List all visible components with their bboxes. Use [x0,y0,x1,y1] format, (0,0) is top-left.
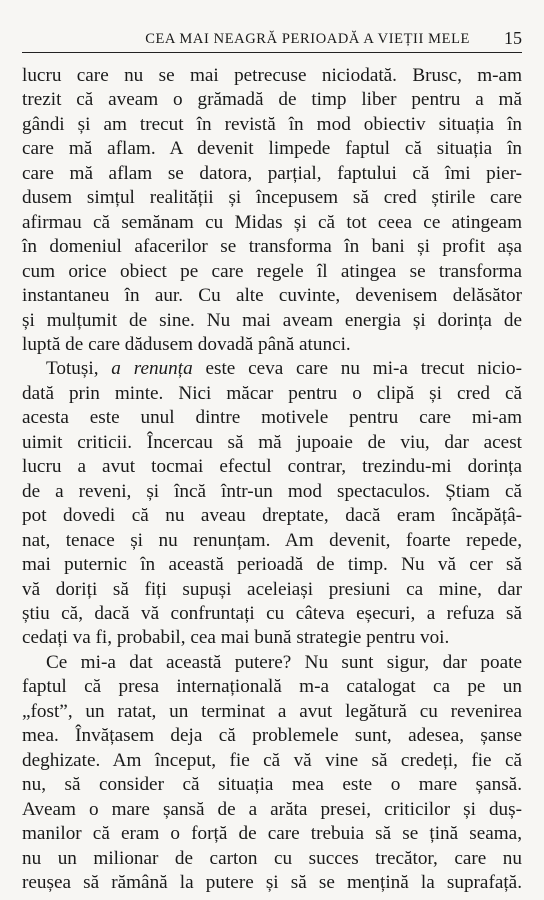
text-line [22,382,522,406]
text-segment: trezit că aveam o grămadă de timp liber pentru a mă [22,89,522,111]
text-segment: „fost”, un ratat, un terminat a avut legătură cu revenirea [22,700,522,722]
text-line [22,871,522,895]
text-line [22,284,522,308]
paragraph [22,64,522,357]
text-segment: afirmau că semănam cu Midas și că tot ceea ce atingeam [22,211,522,233]
text-line [22,309,522,333]
text-line [22,553,522,577]
text-line [22,64,522,88]
text-line [22,724,522,748]
paragraph [22,357,522,650]
text-line [22,88,522,112]
text-segment: dusem simțul realității și începusem să cred știrile care [22,187,522,209]
text-line [22,455,522,479]
page-header [22,22,522,53]
body-text [22,64,522,895]
text-segment: dată prin minte. Nici măcar pentru o clipă și cred că [22,382,522,404]
text-segment: lucru care nu se mai petrecuse niciodată. Brusc, m-am [22,65,522,86]
text-segment: uimit criticii. Încercau să mă jupoaie de viu, dar acest [22,431,522,453]
text-segment: Aveam o mare șansă de a arăta presei, criticilor și duș- [22,798,522,820]
text-segment: reușea să rămână la putere și să se mențină la suprafață. [22,871,522,893]
text-segment: manilor că eram o forță de care trebuia să se țină seama, [22,823,522,845]
text-segment: pot dovedi că nu aveau dreptate, dacă eram încăpățâ- [22,505,522,527]
text-line [22,406,522,430]
text-segment: cedați va fi, probabil, cea mai bună strategie pentru voi. [22,627,450,649]
running-title: CEA MAI NEAGRĂ PERIOADĂ A VIEȚII MELE [145,31,470,47]
text-segment: nu un milionar de carton cu succes trecător, care nu [22,847,522,869]
text-line [22,626,522,650]
text-segment: știu că, dacă vă confruntați cu câteva eșecuri, a refuza să [22,602,522,624]
text-line [22,847,522,871]
text-segment: care mă aflam. A devenit limpede faptul că situația în [22,138,522,160]
text-segment: mea. Învățasem deja că problemele sunt, adesea, șanse [22,725,522,747]
page-number: 15 [504,28,522,48]
text-segment: deghizate. Am început, fie că vă vine să credeți, fie că [22,749,522,771]
text-line [22,113,522,137]
text-segment: nu, să consider că situația mea este o mare șansă. [22,774,522,796]
text-line [22,186,522,210]
text-segment: gândi și am trecut în revistă în mod obiectiv situația în [22,113,522,135]
paragraph [22,651,522,896]
text-segment: și mulțumit de sine. Nu mai aveam energia și dorința de [22,309,522,331]
text-line [22,333,522,357]
text-line [22,651,522,675]
text-segment: care mă aflam se datora, parțial, faptului că îmi pier- [22,162,522,184]
text-line [22,749,522,773]
text-segment: instantaneu în aur. Cu alte cuvinte, devenisem delăsător [22,285,522,307]
text-segment: Ce mi-a dat această putere? Nu sunt sigur, dar poate [46,651,522,673]
text-line [22,235,522,259]
text-segment: Totuși, [46,358,112,380]
text-segment: vă doriți să fiți supuși aceleiași presiuni ca mine, dar [22,578,522,600]
text-line [22,480,522,504]
text-segment: mai puternic în această perioadă de timp. Nu vă cer să [22,554,522,576]
text-line [22,504,522,528]
text-line [22,260,522,284]
text-segment: este ceva care nu mi-a trecut nicio- [192,358,522,380]
text-line [22,357,522,381]
text-line [22,578,522,602]
text-segment: cum orice obiect pe care regele îl atingea se transforma [22,260,522,282]
text-line [22,162,522,186]
text-line [22,773,522,797]
text-segment: în domeniul afacerilor se transforma în bani și profit așa [22,236,522,258]
text-line [22,822,522,846]
text-line [22,431,522,455]
text-segment: de a reveni, și încă într-un mod spectaculos. Știam că [22,480,522,502]
text-line [22,798,522,822]
text-line [22,700,522,724]
text-segment: faptul că presa internațională m-a catalogat ca pe un [22,676,522,698]
text-line [22,529,522,553]
text-segment: luptă de care dădusem dovadă până atunci. [22,333,351,355]
text-segment: lucru a avut tocmai efectul contrar, trezindu-mi dorința [22,456,522,478]
text-line [22,137,522,161]
italic-phrase: a renunța [111,358,193,380]
text-line [22,211,522,235]
text-segment: nat, tenace și nu renunțam. Am devenit, foarte repede, [22,529,522,551]
text-line [22,602,522,626]
text-line [22,675,522,699]
text-segment: acesta este unul dintre motivele pentru care mi-am [22,407,522,429]
